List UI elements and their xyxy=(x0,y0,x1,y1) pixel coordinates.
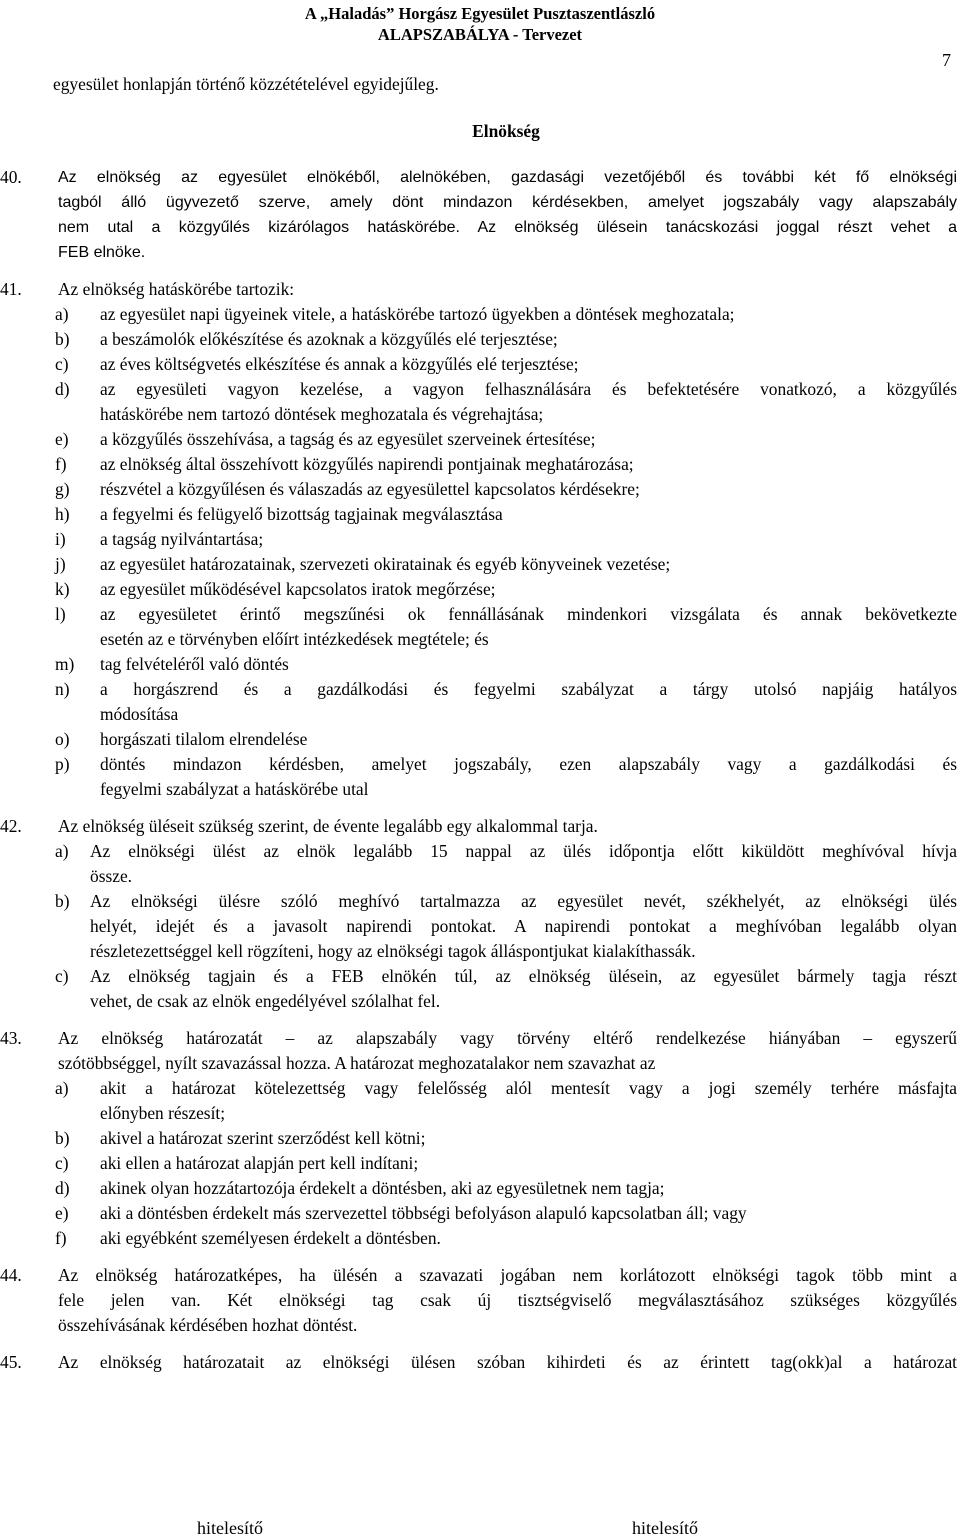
list-item-text: vehet, de csak az elnök engedélyével szólalhat fel. xyxy=(90,991,441,1011)
list-item-label: c) xyxy=(55,354,69,374)
list-item-label: c) xyxy=(55,966,69,986)
list-item xyxy=(55,527,957,552)
list-item xyxy=(55,1076,957,1126)
list-item-text: esetén az e törvényben előírt intézkedések megtétele; és xyxy=(100,629,489,649)
section-43 xyxy=(0,1026,957,1076)
list-item-label: o) xyxy=(55,729,70,749)
list-42 xyxy=(55,839,957,1014)
list-item-text: aki ellen a határozat alapján pert kell indítani; xyxy=(100,1153,419,1173)
intro-line: egyesület honlapján történő közzétételével egyidejűleg. xyxy=(53,74,439,94)
section-intro: Az elnökség üléseit szükség szerint, de évente legalább egy alkalommal tarja. xyxy=(58,816,598,836)
list-item-text: az egyesület működésével kapcsolatos iratok megőrzése; xyxy=(100,579,496,599)
list-item-text: előnyben részesít; xyxy=(100,1103,226,1123)
section-45 xyxy=(0,1350,957,1375)
list-item xyxy=(55,352,957,377)
section-number: 43. xyxy=(0,1028,22,1048)
list-item xyxy=(55,327,957,352)
list-item xyxy=(55,889,957,964)
section-number: 40. xyxy=(0,167,22,187)
list-item-label: l) xyxy=(55,604,66,624)
list-item xyxy=(55,752,957,802)
section-intro: Az elnökség hatáskörébe tartozik: xyxy=(58,279,295,299)
signature-footer xyxy=(0,1517,960,1539)
list-item-label: j) xyxy=(55,554,66,574)
section-number: 42. xyxy=(0,816,22,836)
list-item xyxy=(55,477,957,502)
list-item xyxy=(55,1201,957,1226)
list-item-text: a tagság nyilvántartása; xyxy=(100,529,264,549)
list-item xyxy=(55,452,957,477)
list-item xyxy=(55,577,957,602)
list-item-text: aki a döntésben érdekelt más szervezettel többségi befolyáson alapuló kapcsolatban áll; vagy xyxy=(100,1203,747,1223)
list-item xyxy=(55,677,957,727)
list-item-text: az elnökség által összehívott közgyűlés napirendi pontjainak meghatározása; xyxy=(100,454,634,474)
list-item-text: az egyesületet érintő megszűnési ok fennállásának mindenkori vizsgálata és annak bekövetkezte xyxy=(100,604,957,624)
page-number: 7 xyxy=(942,50,951,70)
signature-label-left: hitelesítő xyxy=(197,1518,263,1538)
list-item xyxy=(55,502,957,527)
list-item-text: tag felvételéről való döntés xyxy=(100,654,289,674)
list-item-text: hatáskörébe nem tartozó döntések meghozatala és végrehajtása; xyxy=(100,404,544,424)
list-item xyxy=(55,727,957,752)
list-item-label: g) xyxy=(55,479,70,499)
list-item-text: Az elnökségi ülést az elnök legalább 15 nappal az ülés időpontja előtt kiküldött meghívóval hívja xyxy=(90,841,957,861)
section-44 xyxy=(0,1263,957,1338)
list-item-label: n) xyxy=(55,679,70,699)
list-item-label: a) xyxy=(55,841,69,861)
list-item-text: horgászati tilalom elrendelése xyxy=(100,729,308,749)
section-heading-elnokseg: Elnökség xyxy=(472,121,540,141)
text-line: tagból álló ügyvezető szerve, amely dönt mindazon kérdésekben, amelyet jogszabály vagy alapszabály xyxy=(58,194,957,211)
list-item-text: az egyesület napi ügyeinek vitele, a hatáskörébe tartozó ügyekben a döntések meghozatala; xyxy=(100,304,735,324)
document-body xyxy=(0,72,957,1375)
list-item-label: k) xyxy=(55,579,70,599)
section-number: 45. xyxy=(0,1352,22,1372)
list-item-text: a horgászrend és a gazdálkodási és fegyelmi szabályzat a tárgy utolsó napjáig hatályos xyxy=(100,679,957,699)
section-42 xyxy=(0,814,957,839)
text-line: összehívásának kérdésében hozhat döntést. xyxy=(58,1315,358,1335)
section-number: 41. xyxy=(0,279,22,299)
list-item-text: aki egyébként személyesen érdekelt a döntésben. xyxy=(100,1228,441,1248)
list-item-label: d) xyxy=(55,1178,70,1198)
list-item-label: h) xyxy=(55,504,70,524)
list-item xyxy=(55,1176,957,1201)
list-item xyxy=(55,1151,957,1176)
list-item-text: Az elnökség tagjain és a FEB elnökén túl, az elnökség ülésein, az egyesület bármely tagja részt xyxy=(90,966,957,986)
list-item-label: a) xyxy=(55,304,69,324)
list-item xyxy=(55,602,957,652)
list-item-label: e) xyxy=(55,1203,69,1223)
list-item-text: össze. xyxy=(90,866,133,886)
list-item-label: f) xyxy=(55,1228,67,1248)
list-item xyxy=(55,427,957,452)
list-item-label: b) xyxy=(55,1128,70,1148)
section-40 xyxy=(0,165,957,265)
document-header-subtitle: ALAPSZABÁLYA - Tervezet xyxy=(377,25,583,44)
list-item-text: akivel a határozat szerint szerződést kell kötni; xyxy=(100,1128,426,1148)
list-item-text: módosítása xyxy=(100,704,179,724)
list-item-text: az egyesületi vagyon kezelése, a vagyon felhasználására és befektetésére vonatkozó, a közgyűlés xyxy=(100,379,957,399)
list-item-text: Az elnökségi ülésre szóló meghívó tartalmazza az egyesület nevét, székhelyét, az elnökségi ülés xyxy=(90,891,957,911)
list-item-text: a fegyelmi és felügyelő bizottság tagjainak megválasztása xyxy=(100,504,503,524)
list-item-text: akinek olyan hozzátartozója érdekelt a döntésben, aki az egyesületnek nem tagja; xyxy=(100,1178,665,1198)
list-item-text: a beszámolók előkészítése és azoknak a közgyűlés elé terjesztése; xyxy=(100,329,558,349)
list-item xyxy=(55,302,957,327)
list-item xyxy=(55,552,957,577)
list-item xyxy=(55,1126,957,1151)
list-43 xyxy=(55,1076,957,1251)
text-line: fele jelen van. Két elnökségi tag csak új tisztségviselő megválasztásához szükséges közgyűlés xyxy=(58,1290,957,1310)
list-item-label: e) xyxy=(55,429,69,449)
list-item xyxy=(55,377,957,427)
list-item-label: b) xyxy=(55,329,70,349)
section-number: 44. xyxy=(0,1265,22,1285)
list-item-label: b) xyxy=(55,891,70,911)
list-41 xyxy=(55,302,957,802)
list-item-label: d) xyxy=(55,379,70,399)
list-item-text: helyét, idejét és a javasolt napirendi pontokat. A napirendi pontokat a meghívóban legalább olyan xyxy=(90,916,957,936)
list-item xyxy=(55,652,957,677)
list-item-text: fegyelmi szabályzat a hatáskörébe utal xyxy=(100,779,369,799)
section-41 xyxy=(0,277,957,302)
list-item-label: f) xyxy=(55,454,67,474)
list-item-label: c) xyxy=(55,1153,69,1173)
document-header-title: A „Haladás” Horgász Egyesület Pusztaszentlászló xyxy=(304,4,656,23)
list-item-text: az egyesület határozatainak, szervezeti okiratainak és egyéb könyveinek vezetése; xyxy=(100,554,671,574)
list-item-text: akit a határozat kötelezettség vagy felelősség alól mentesít vagy a jogi személy terhére másfajta xyxy=(100,1078,957,1098)
list-item-text: az éves költségvetés elkészítése és annak a közgyűlés elé terjesztése; xyxy=(100,354,579,374)
list-item-text: részletezettséggel kell rögzíteni, hogy az elnökségi tagok álláspontjukat kialakíthassák. xyxy=(90,941,696,961)
list-item-label: a) xyxy=(55,1078,69,1098)
text-line: FEB elnöke. xyxy=(58,244,146,261)
list-item-label: p) xyxy=(55,754,70,774)
list-item-text: a közgyűlés összehívása, a tagság és az egyesület szerveinek értesítése; xyxy=(100,429,596,449)
text-line: Az elnökség határozatát – az alapszabály vagy törvény eltérő rendelkezése hiányában – egyszerű xyxy=(58,1028,957,1048)
list-item-text: döntés mindazon kérdésben, amelyet jogszabály, ezen alapszabály vagy a gazdálkodási és xyxy=(100,754,957,774)
text-line: Az elnökség az egyesület elnökéből, alelnökében, gazdasági vezetőjéből és további két fő elnökségi xyxy=(58,169,957,186)
text-line: nem utal a közgyűlés kizárólagos hatáskörébe. Az elnökség ülésein tanácskozási joggal részt vehet a xyxy=(58,219,957,236)
text-line: Az elnökség határozatait az elnökségi ülésen szóban kihirdeti és az érintett tag(okk)al a határozat xyxy=(58,1352,957,1372)
list-item xyxy=(55,964,957,1014)
list-item-label: m) xyxy=(55,654,75,674)
list-item xyxy=(55,1226,957,1251)
list-item-label: i) xyxy=(55,529,66,549)
text-line: szótöbbséggel, nyílt szavazással hozza. A határozat meghozatalakor nem szavazhat az xyxy=(58,1053,656,1073)
list-item-text: részvétel a közgyűlésen és válaszadás az egyesülettel kapcsolatos kérdésekre; xyxy=(100,479,640,499)
text-line: Az elnökség határozatképes, ha ülésén a szavazati jogában nem korlátozott elnökségi tagok több mint a xyxy=(58,1265,957,1285)
signature-label-right: hitelesítő xyxy=(632,1518,698,1538)
list-item xyxy=(55,839,957,889)
